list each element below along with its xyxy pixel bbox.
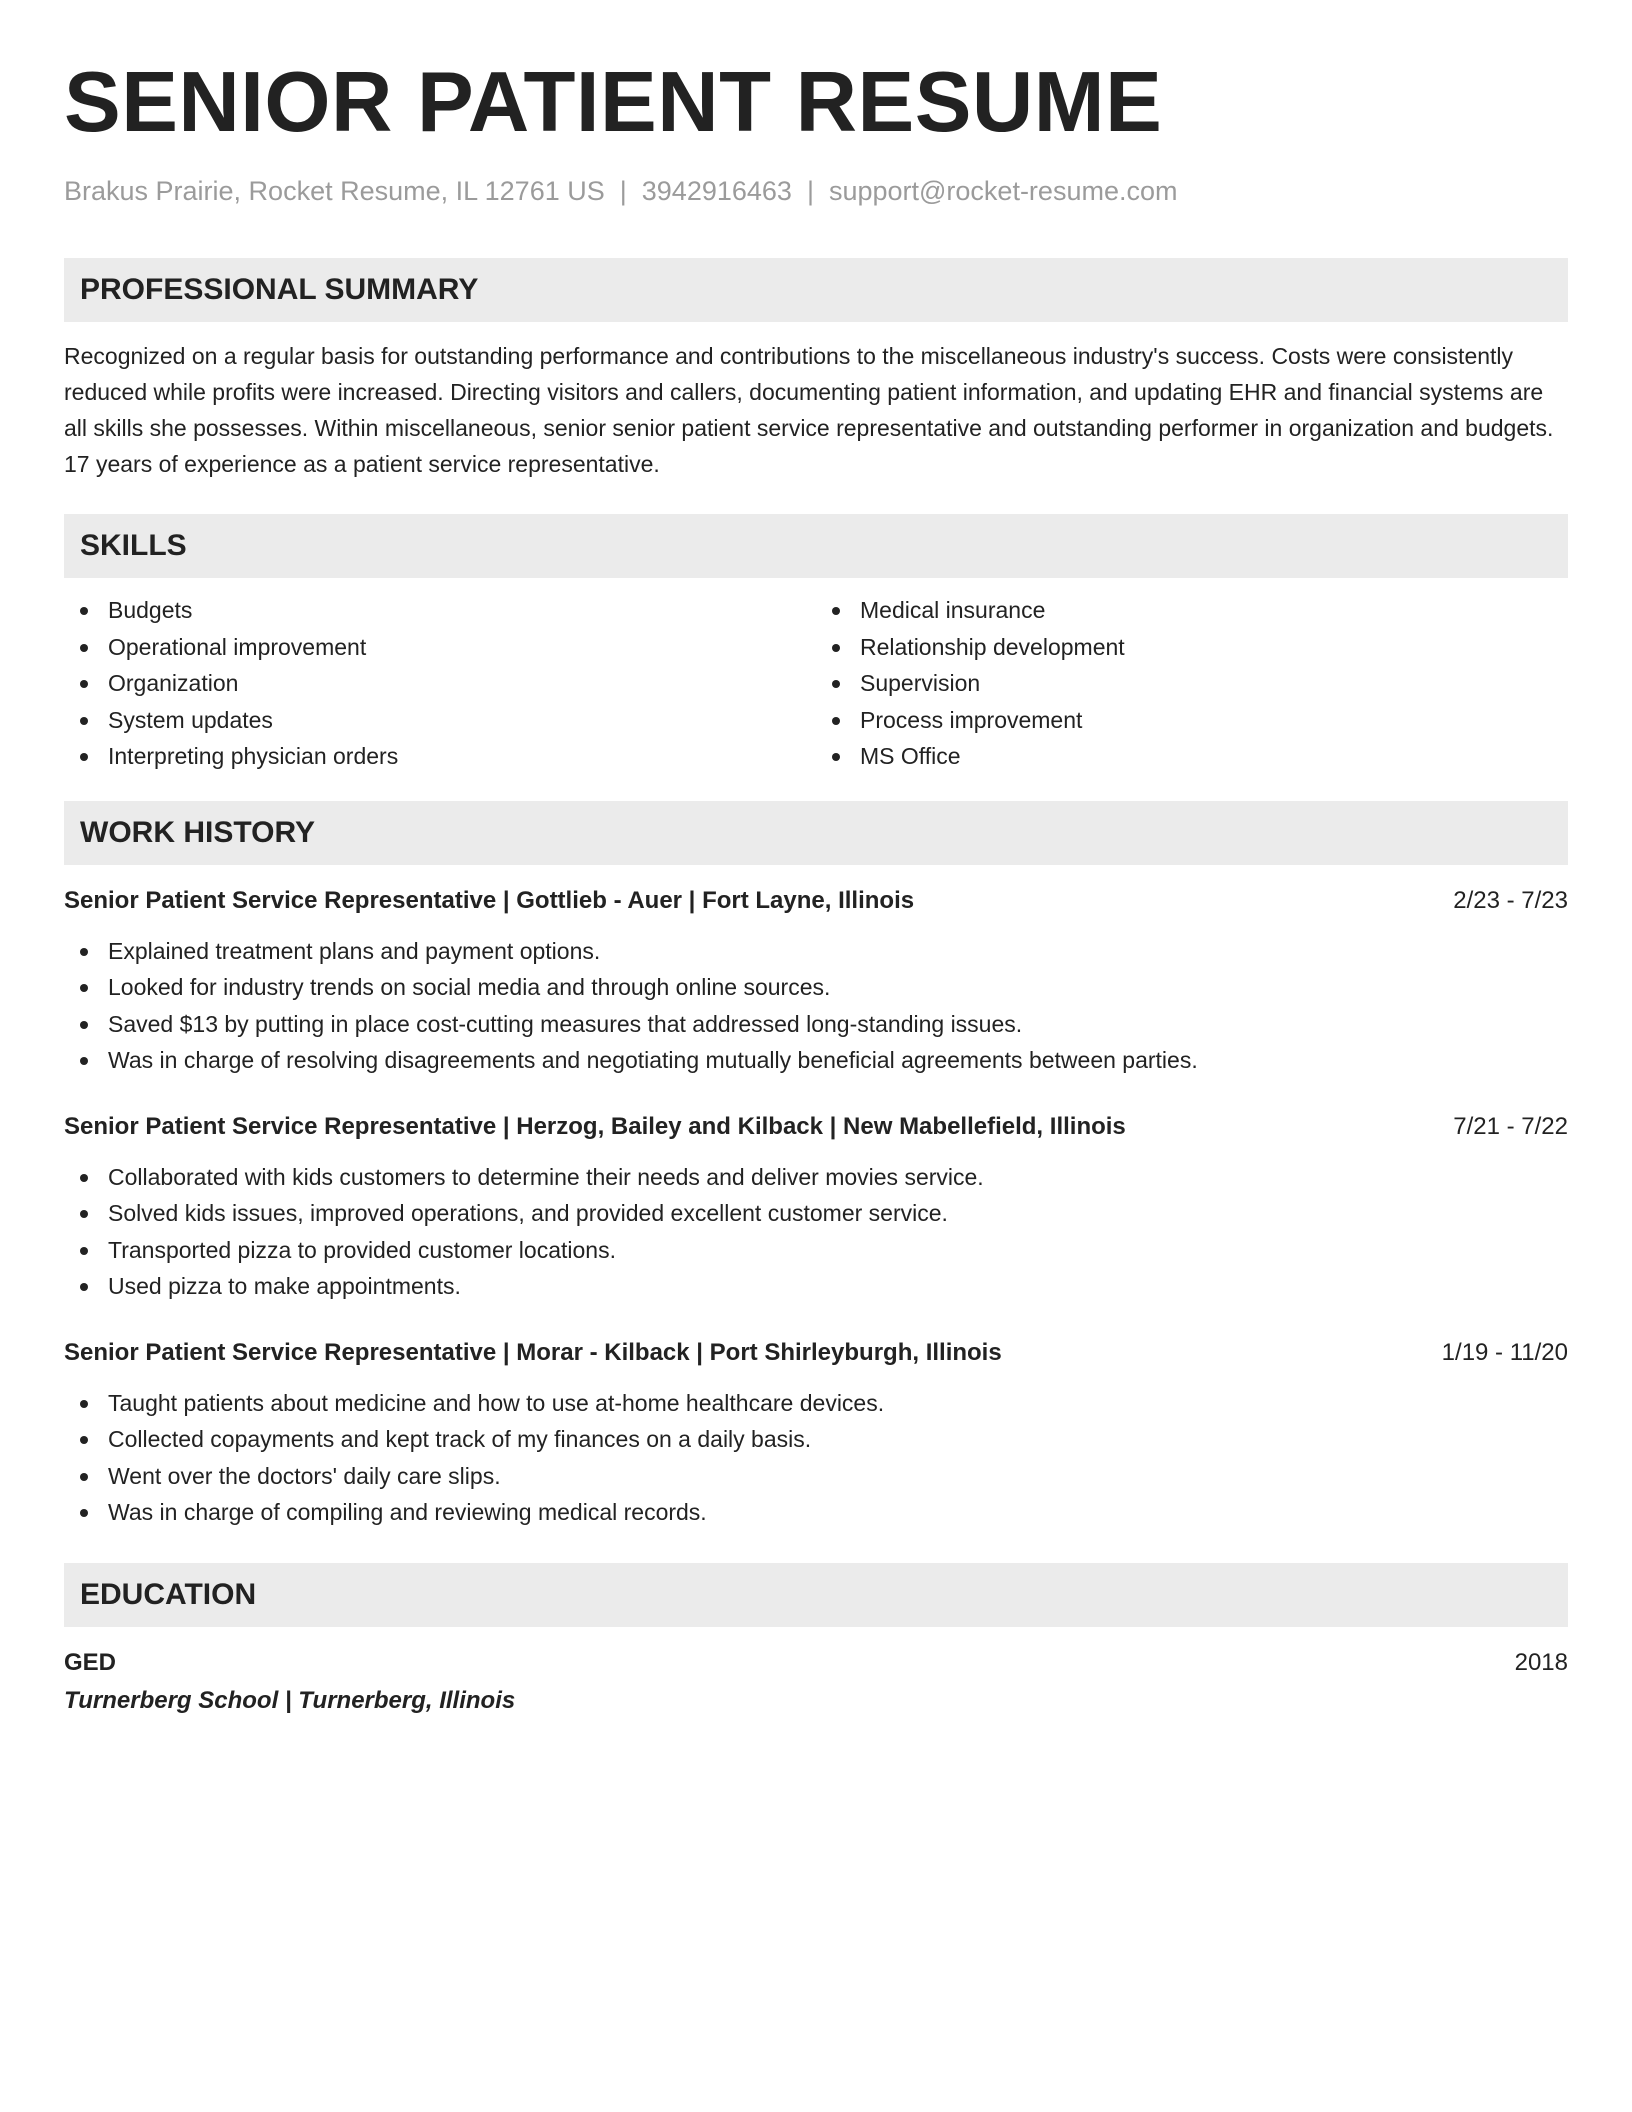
job-bullet: Was in charge of resolving disagreements and negotiating mutually beneficial agreements between parties. xyxy=(64,1042,1568,1079)
skill-item: Supervision xyxy=(816,665,1568,702)
section-heading-education: EDUCATION xyxy=(64,1563,1568,1627)
resume-title: SENIOR PATIENT RESUME xyxy=(64,55,1163,150)
skill-item: Organization xyxy=(64,665,816,702)
job-dates: 1/19 - 11/20 xyxy=(1441,1338,1568,1366)
skills-list xyxy=(64,592,1568,775)
skill-item: Relationship development xyxy=(816,629,1568,666)
section-heading-work-history: WORK HISTORY xyxy=(64,801,1568,865)
job-bullet: Transported pizza to provided customer locations. xyxy=(64,1232,1568,1269)
separator: | xyxy=(619,176,627,206)
skill-item: Operational improvement xyxy=(64,629,816,666)
skill-item: System updates xyxy=(64,702,816,739)
summary-text: Recognized on a regular basis for outstanding performance and contributions to the miscellaneous industry's success. Costs were consistently reduced while profits were increased. Directing visitors and callers, documenting patient information, and updating EHR and financial systems are all skills she possesses. Within miscellaneous, senior senior patient service representative and outstanding performer in organization and budgets. 17 years of experience as a patient service representative. xyxy=(64,343,1554,477)
section-heading-summary: PROFESSIONAL SUMMARY xyxy=(64,258,1568,322)
job-title: Senior Patient Service Representative | Gottlieb - Auer | Fort Layne, Illinois xyxy=(64,886,915,914)
skill-item: Budgets xyxy=(64,592,816,629)
job-title: Senior Patient Service Representative | Morar - Kilback | Port Shirleyburgh, Illinois xyxy=(64,1338,1002,1366)
degree: GED xyxy=(64,1648,117,1676)
job-bullet: Collected copayments and kept track of my finances on a daily basis. xyxy=(64,1421,1568,1458)
job-bullet: Solved kids issues, improved operations, and provided excellent customer service. xyxy=(64,1195,1568,1232)
job-bullet: Was in charge of compiling and reviewing medical records. xyxy=(64,1494,1568,1531)
contact-line xyxy=(64,174,1568,208)
job-header xyxy=(64,883,1568,919)
job-bullet: Explained treatment plans and payment options. xyxy=(64,933,1568,970)
job-bullets xyxy=(64,1385,1568,1531)
job-bullet: Saved $13 by putting in place cost-cutting measures that addressed long-standing issues. xyxy=(64,1006,1568,1043)
job-dates: 2/23 - 7/23 xyxy=(1453,886,1568,914)
job-entry xyxy=(64,1335,1568,1531)
job-header xyxy=(64,1109,1568,1145)
phone: 3942916463 xyxy=(641,176,792,206)
education-entry xyxy=(64,1645,1568,1719)
job-title: Senior Patient Service Representative | Herzog, Bailey and Kilback | New Mabellefield, Illinois xyxy=(64,1112,1126,1140)
resume-page xyxy=(64,0,1568,1719)
job-bullet: Used pizza to make appointments. xyxy=(64,1268,1568,1305)
address: Brakus Prairie, Rocket Resume, IL 12761 US xyxy=(64,176,605,206)
graduation-year: 2018 xyxy=(1514,1648,1568,1676)
job-bullets xyxy=(64,933,1568,1079)
skill-item: Interpreting physician orders xyxy=(64,738,816,775)
email: support@rocket-resume.com xyxy=(828,176,1178,206)
school: Turnerberg School | Turnerberg, Illinois xyxy=(64,1686,516,1714)
job-dates: 7/21 - 7/22 xyxy=(1453,1112,1568,1140)
skill-item: MS Office xyxy=(816,738,1568,775)
separator: | xyxy=(806,176,814,206)
job-bullet: Collaborated with kids customers to determine their needs and deliver movies service. xyxy=(64,1159,1568,1196)
job-bullet: Taught patients about medicine and how to use at-home healthcare devices. xyxy=(64,1385,1568,1422)
skill-item: Process improvement xyxy=(816,702,1568,739)
education-header xyxy=(64,1645,1568,1681)
job-bullet: Looked for industry trends on social media and through online sources. xyxy=(64,969,1568,1006)
job-entry xyxy=(64,883,1568,1079)
skill-item: Medical insurance xyxy=(816,592,1568,629)
section-heading-skills: SKILLS xyxy=(64,514,1568,578)
job-header xyxy=(64,1335,1568,1371)
job-bullet: Went over the doctors' daily care slips. xyxy=(64,1458,1568,1495)
job-bullets xyxy=(64,1159,1568,1305)
job-entry xyxy=(64,1109,1568,1305)
skills-column-right xyxy=(816,592,1568,775)
skills-column-left xyxy=(64,592,816,775)
